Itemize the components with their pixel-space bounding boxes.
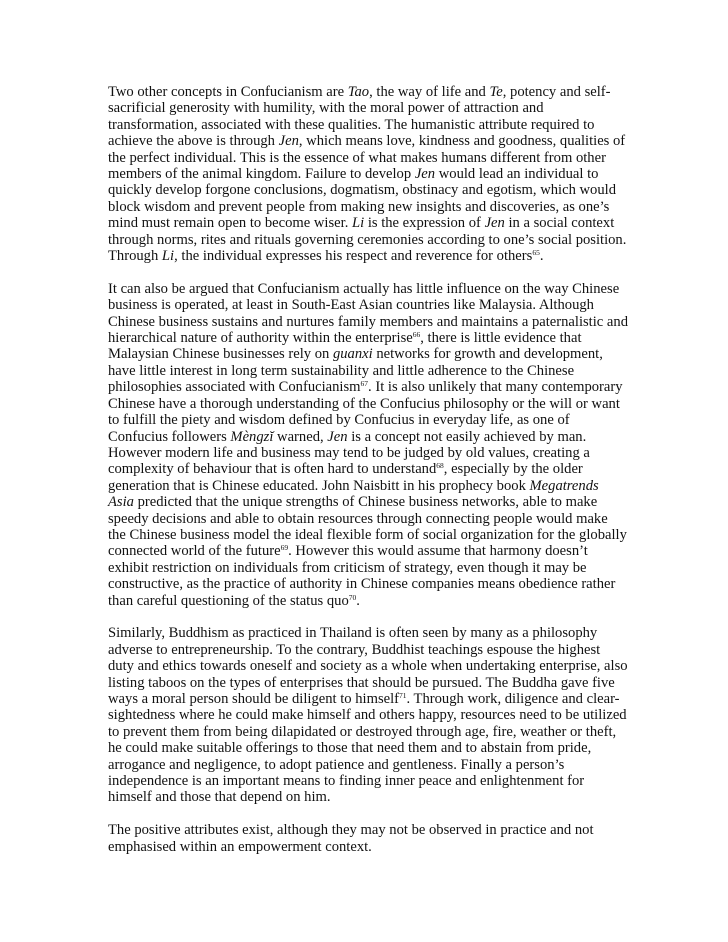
footnote-reference: 70 [348,592,357,602]
footnote-reference: 69 [280,543,289,553]
paragraph-confucian-concepts [108,84,628,264]
text-run: networks for growth and development, have little interest in long term sustainability and little adherence to the Chinese philosophies associated with Confucianism [108,346,603,396]
italic-term: Jen [414,166,436,183]
footnote-reference: 66 [412,330,421,340]
paragraph-buddhism-thailand [108,625,628,805]
text-run: in a social context through norms, rites and rituals governing ceremonies according to one’s social position. Through [108,215,627,265]
text-run: , potency and self-sacrificial generosity with humility, with the moral power of attraction and transformation, associated with these qualities. The humanistic attribute required to achieve the above is through [108,84,611,150]
text-run: . It is also unlikely that many contemporary Chinese have a thorough understanding of the Confucius philosophy or the will or want to fulfill the piety and wisdom defined by Confucius in everyday life, as one of Confucius followers [108,379,623,445]
paragraph-positive-attributes [108,822,628,855]
italic-term: Tao [347,84,370,100]
text-run: , there is little evidence that Malaysian Chinese businesses rely on [108,330,582,363]
footnote-reference: 67 [360,379,369,389]
italic-term: Megatrends Asia [108,477,599,511]
text-run: Similarly, Buddhism as practiced in Thailand is often seen by many as a philosophy adverse to entrepreneurship. To the contrary, Buddhist teachings espouse the highest duty and ethics towards oneself and society as a whole when undertaking enterprise, also listing taboos on the types of enterprises that should be pursued. The Buddha gave five ways a moral person should be diligent to himself [108,625,628,707]
italic-term: Jen [327,428,348,445]
italic-term: Te [489,84,503,100]
text-run: Two other concepts in Confucianism are [108,84,348,100]
text-run: warned, [273,428,328,445]
text-run: would lead an individual to quickly develop forgone conclusions, dogmatism, obstinacy and egotism, which would block wisdom and prevent people from making new insights and discoveries, as one’s mind must remain open to become wiser. [108,166,617,232]
text-run: is a concept not easily achieved by man. However modern life and business may tend to be judged by old values, creating a complexity of behaviour that is often hard to understand [108,428,590,478]
italic-term: guanxi [332,346,373,363]
document-page [108,84,628,855]
text-run: . [539,248,544,265]
italic-term: Li [352,215,365,232]
text-run: It can also be argued that Confucianism actually has little influence on the way Chinese business is operated, at least in South-East Asian countries like Malaysia. Although Chinese business sustains and nurtures family members and maintains a paternalistic and hierarchical nature of authority within the enterprise [108,280,628,347]
paragraph-confucianism-business [108,281,628,609]
text-run: , the way of life and [369,84,490,100]
text-run: predicted that the unique strengths of Chinese business networks, able to make speedy decisions and able to obtain resources through connecting people would make the Chinese business model the ideal flexible form of social organization for the globally connected world of the future [108,494,627,560]
footnote-reference: 68 [436,461,444,471]
text-run: is the expression of [364,215,485,232]
text-run: . [356,592,360,609]
italic-term: Li [161,248,175,265]
italic-term: Jen [278,133,299,150]
footnote-reference: 71 [399,691,407,700]
text-run: , which means love, kindness and goodness, qualities of the perfect individual. This is the essence of what makes humans different from other members of the animal kingdom. Failure to develop [108,133,626,183]
text-run: . Through work, diligence and clear-sightedness where he could make himself and others happy, resources need to be utilized to prevent them from being dilapidated or destroyed through age, fire, weather or theft, he could make suitable offerings to those that need them and to abstain from pride, arrogance and negligence, to adopt patience and gentleness. Finally a person’s independence is an important means to finding inner peace and enlightenment for himself and those that depend on him. [108,691,627,806]
italic-term: Mèngzĭ [230,428,274,445]
text-run: , especially by the older generation that is Chinese educated. John Naisbitt in his prophecy book [108,461,583,494]
footnote-reference: 65 [532,248,540,258]
text-run: , the individual expresses his respect and reverence for others [174,248,533,265]
text-run: . However this would assume that harmony doesn’t exhibit restriction on individuals from criticism of strategy, even though it may be constructive, as the practice of authority in Chinese companies means obedience rather than careful questioning of the status quo [108,543,616,609]
text-run: The positive attributes exist, although they may not be observed in practice and not emphasised within an empowerment context. [108,822,594,855]
italic-term: Jen [484,215,505,232]
